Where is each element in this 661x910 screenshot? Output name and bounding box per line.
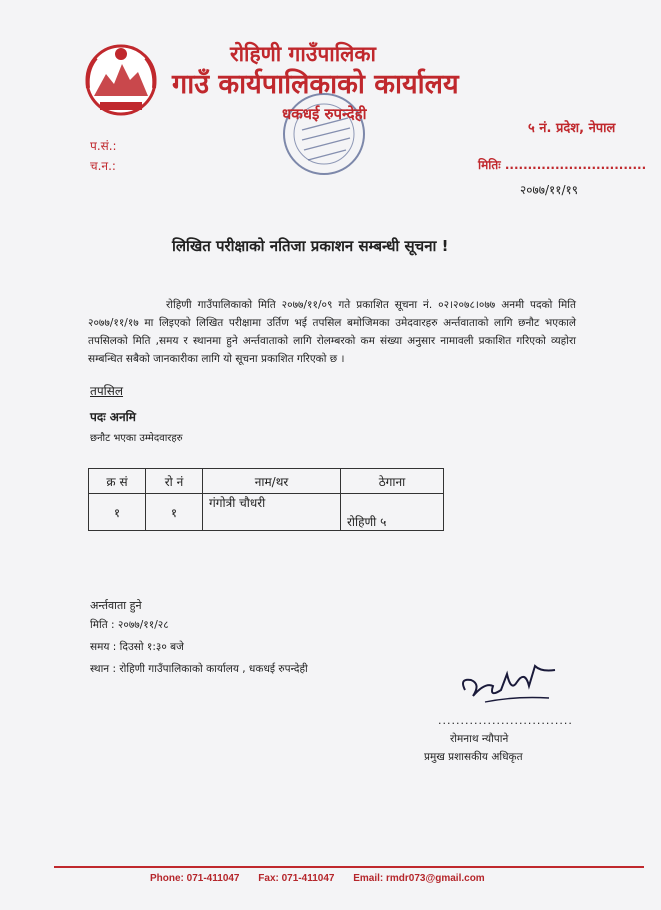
municipality-name: रोहिणी गाउँपालिका — [230, 42, 376, 66]
province-label: ५ नं. प्रदेश, नेपाल — [528, 121, 616, 136]
footer-email: Email: rmdr073@gmail.com — [353, 873, 485, 884]
footer-fax: Fax: 071-411047 — [258, 873, 335, 884]
shortlisted-label: छनौट भएका उम्मेदवारहरु — [90, 433, 183, 444]
office-location: धकधई रुपन्देही — [282, 105, 367, 123]
signatory-name: रोमनाथ न्यौपाने — [450, 733, 509, 745]
cell-serial: १ — [89, 494, 146, 531]
table-header-row — [89, 469, 444, 494]
interview-place: स्थान : रोहिणी गाउँपालिकाको कार्यालय , धकधई रुपन्देही — [90, 663, 308, 675]
date-label: मितिः ............................... — [478, 158, 647, 172]
signature-line: .............................. — [438, 714, 573, 727]
footer-phone: Phone: 071-411047 — [150, 873, 240, 884]
interview-details — [90, 614, 308, 680]
col-roll: रो नं — [146, 469, 203, 494]
results-table — [88, 468, 444, 531]
signature — [455, 652, 565, 712]
date-value: २०७७/११/१९ — [520, 183, 579, 197]
table-row — [89, 494, 444, 531]
interview-time: समय : दिउसो १:३० बजे — [90, 641, 184, 653]
footer-contact — [150, 873, 501, 884]
cell-address: रोहिणी ५ — [341, 494, 444, 531]
col-serial: क्र सं — [89, 469, 146, 494]
footer-divider — [54, 866, 644, 868]
reference-number-label: प.सं.: — [90, 139, 117, 153]
office-name: गाउँ कार्यपालिकाको कार्यालय — [172, 69, 459, 100]
post-title: पदः अनमि — [90, 410, 136, 424]
dispatch-number-label: च.न.: — [90, 159, 116, 173]
office-stamp — [278, 88, 378, 184]
details-heading: तपसिल — [90, 384, 124, 398]
signatory-post: प्रमुख प्रशासकीय अधिकृत — [424, 751, 523, 763]
notice-body: रोहिणी गाउँपालिकाको मिति २०७७/११/०९ गते प्रकाशित सूचना नं. ०२।२०७८।०७७ अनमी पदको मिति २०७७/११/१७ मा लिइएको लिखित परीक्षामा उर्तिण भई तपसिल बमोजिमका उमेदवारहरु अर्न्तवाताको लागि छनौट भएकाले तपसिलको मिति ,समय र स्थानमा हुने अर्न्तवाताको लागि रोलम्बरको कम संख्या अनुसार नामावली प्रकाशित गरिएको व्यहोरा सम्बन्धित सबैको जानकारीका लागि यो सूचना प्रकाशित गरिएको छ । — [88, 299, 576, 365]
interview-heading: अर्न्तवाता हुने — [90, 599, 142, 612]
cell-name: गंगोत्री चौधरी — [203, 494, 341, 531]
interview-date: मिति : २०७७/११/२८ — [90, 619, 169, 631]
col-address: ठेगाना — [341, 469, 444, 494]
notice-title: लिखित परीक्षाको नतिजा प्रकाशन सम्बन्धी सूचना ! — [172, 237, 449, 255]
nepal-emblem-logo — [82, 40, 160, 118]
col-name: नाम/थर — [203, 469, 341, 494]
cell-roll: १ — [146, 494, 203, 531]
